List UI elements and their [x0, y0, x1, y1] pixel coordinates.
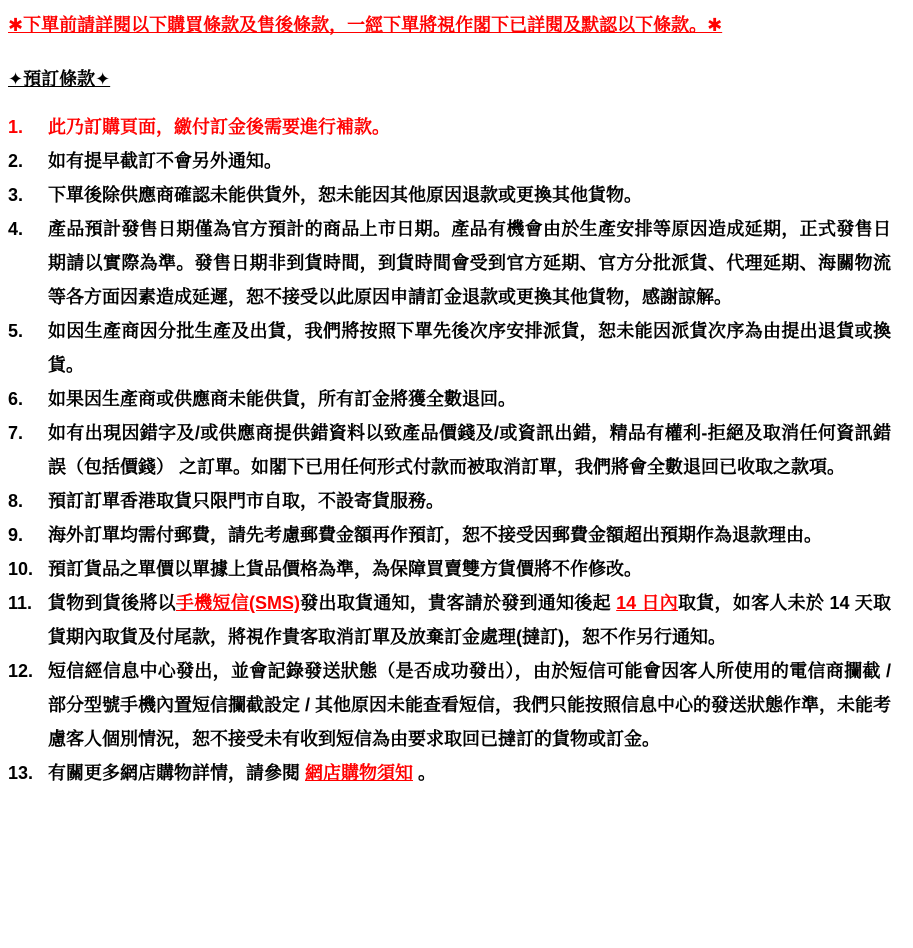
term-number: 4. — [8, 219, 24, 239]
term-number: 7. — [8, 423, 24, 443]
term-text: 如有出現因錯字及/或供應商提供錯資料以致產品價錢及/或資訊出錯，精品有權利-拒絕及取消任何資訊錯誤（包括價錢） 之訂單。如閣下已用任何形式付款而被取消訂單，我們將會全數退回已收取之款項。 — [48, 423, 891, 477]
term-text: 預訂訂單香港取貨只限門市自取，不設寄貨服務。 — [48, 491, 444, 511]
store-shopping-guide-link[interactable]: 網店購物須知 — [305, 763, 413, 783]
term-text: 預訂貨品之單價以單據上貨品價格為準，為保障買賣雙方貨價將不作修改。 — [48, 559, 642, 579]
term-number: 13. — [8, 763, 34, 783]
term-item-6 — [8, 382, 891, 416]
term-item-7 — [8, 416, 891, 484]
term-item-13 — [8, 756, 891, 790]
term-item-2 — [8, 144, 891, 178]
term-item-1 — [8, 110, 891, 144]
term-text: 貨物到貨後將以手機短信(SMS)發出取貨通知，貴客請於發到通知後起 14 日內取貨，如客人未於 14 天取貨期內取貨及付尾款，將視作貴客取消訂單及放棄訂金處理(撻訂)，恕不作另行通知。 — [48, 593, 892, 647]
term-number: 9. — [8, 525, 24, 545]
term-item-9 — [8, 518, 891, 552]
term-item-12 — [8, 654, 891, 756]
term-item-3 — [8, 178, 891, 212]
terms-list — [8, 110, 891, 790]
purchase-notice-header: ✱下單前請詳閱以下購買條款及售後條款，一經下單將視作閣下已詳閱及默認以下條款。✱ — [8, 15, 723, 35]
term-text: 此乃訂購頁面，繳付訂金後需要進行補款。 — [48, 117, 390, 137]
term-item-11 — [8, 586, 891, 654]
term-text: 產品預計發售日期僅為官方預計的商品上市日期。產品有機會由於生產安排等原因造成延期，正式發售日期請以實際為準。發售日期非到貨時間，到貨時間會受到官方延期、官方分批派貨、代理延期、海關物流等各方面因素造成延遲，恕不接受以此原因申請訂金退款或更換其他貨物，感謝諒解。 — [48, 219, 891, 307]
term-item-10 — [8, 552, 891, 586]
term-item-8 — [8, 484, 891, 518]
term-text: 有關更多網店購物詳情，請參閱 網店購物須知 。 — [48, 763, 437, 783]
term-text: 如果因生產商或供應商未能供貨，所有訂金將獲全數退回。 — [48, 389, 516, 409]
term-item-5 — [8, 314, 891, 382]
preorder-terms-title: ✦預訂條款✦ — [8, 69, 111, 89]
term-number: 5. — [8, 321, 24, 341]
term-number: 2. — [8, 151, 24, 171]
term-text: 短信經信息中心發出，並會記錄發送狀態（是否成功發出），由於短信可能會因客人所使用的電信商攔截 / 部分型號手機內置短信攔截設定 / 其他原因未能查看短信，我們只能按照信息中心的發送狀態作準，未能考慮客人個別情況，恕不接受未有收到短信為由要求取回已撻訂的貨物或訂金。 — [48, 661, 891, 749]
section-title-wrap — [8, 40, 891, 94]
term-number: 8. — [8, 491, 24, 511]
term-number: 1. — [8, 117, 24, 137]
term-number: 12. — [8, 661, 34, 681]
sms-highlight: 手機短信(SMS) — [175, 593, 300, 613]
term-number: 3. — [8, 185, 24, 205]
term-text: 如有提早截訂不會另外通知。 — [48, 151, 282, 171]
term-number: 11. — [8, 593, 33, 613]
term-text: 下單後除供應商確認未能供貨外，恕未能因其他原因退款或更換其他貨物。 — [48, 185, 642, 205]
term-number: 6. — [8, 389, 24, 409]
term-text: 海外訂單均需付郵費，請先考慮郵費金額再作預訂，恕不接受因郵費金額超出預期作為退款理由。 — [48, 525, 822, 545]
term-item-4 — [8, 212, 891, 314]
term-number: 10. — [8, 559, 34, 579]
pickup-deadline-highlight: 14 日內 — [616, 593, 678, 613]
term-text: 如因生產商因分批生產及出貨，我們將按照下單先後次序安排派貨，恕未能因派貨次序為由提出退貨或換貨。 — [48, 321, 891, 375]
